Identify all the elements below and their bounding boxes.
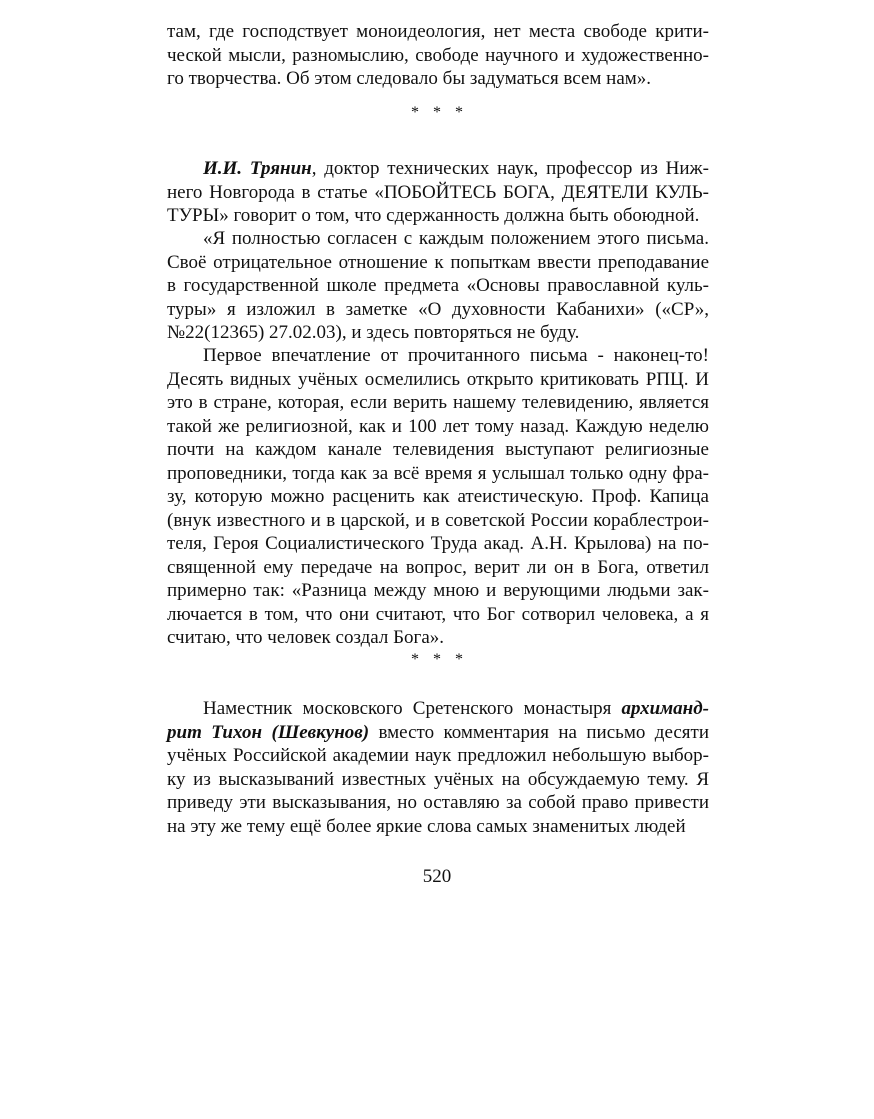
section-separator	[0, 650, 874, 670]
tikhon-line-rest: вместо комментария на письмо десяти	[369, 721, 709, 743]
tikhon-title-part1: архиманд-	[621, 698, 709, 719]
text-line: там, где господствует моноидеология, нет места свободе крити-	[167, 21, 709, 42]
tikhon-title-part2: рит Тихон (Шевкунов)	[167, 721, 370, 743]
text-line: ТУРЫ» говорит о том, что сдержанность должна быть обоюдной.	[167, 205, 700, 226]
text-line: Первое впечатление от прочитанного письма - наконец-то!	[203, 345, 709, 366]
text-line: на эту же тему ещё более яркие слова самых знаменитых людей	[167, 815, 686, 837]
text-line: теля, Героя Социалистического Труда акад. А.Н. Крылова) на по-	[167, 533, 709, 554]
paragraph-tryanin-intro	[167, 157, 709, 228]
text-line: зу, которую можно расценить как атеистическую. Проф. Капица	[167, 486, 709, 507]
paragraph-first-impression	[167, 344, 709, 650]
text-line: считаю, что человек создал Бога».	[167, 627, 445, 648]
paragraph-tikhon	[167, 697, 709, 838]
text-line: такой же религиозной, как и 100 лет тому назад. Каждую неделю	[167, 415, 709, 437]
text-line: приведу эти высказывания, но оставляю за собой право привести	[167, 792, 709, 813]
text-line: №22(12365) 27.02.03), и здесь повторяться не буду.	[167, 322, 580, 343]
author-line-rest: , доктор технических наук, профессор из Ниж-	[311, 158, 709, 179]
text-line: него Новгорода в статье «ПОБОЙТЕСЬ БОГА, ДЕЯТЕЛИ КУЛЬ-	[167, 181, 709, 203]
text-line: «Я полностью согласен с каждым положением этого письма.	[203, 228, 709, 249]
text-line: (внук известного и в царской, и в советской России кораблестрои-	[167, 509, 709, 531]
separator-asterisks: * * *	[411, 651, 463, 668]
separator-asterisks: * * *	[411, 104, 463, 121]
page-number: 520	[422, 866, 452, 887]
text-line: учёных Российской академии наук предложил небольшую выбор-	[167, 745, 709, 766]
text-line	[167, 721, 709, 745]
paragraph-continuation	[167, 20, 709, 91]
text-line: примерно так: «Разница между мною и верующими людьми зак-	[167, 580, 709, 601]
tikhon-line-start: Наместник московского Сретенского монастыря	[203, 698, 622, 719]
text-line: ку из высказываний известных учёных на обсуждаемую тему. Я	[167, 768, 709, 790]
text-line: туры» я изложил в заметке «О духовности Кабанихи» («СР»,	[167, 298, 709, 320]
text-line: в государственной школе предмета «Основы православной куль-	[167, 275, 709, 296]
text-line: это в стране, которая, если верить нашему телевидению, является	[167, 392, 709, 413]
text-line: священной ему передаче на вопрос, верит ли он в Бога, ответил	[167, 556, 709, 578]
text-line: проповедники, тогда как за всё время я услышал только одну фра-	[167, 462, 709, 484]
text-line: лючается в том, что они считают, что Бог сотворил человека, а я	[167, 603, 709, 625]
text-line: ческой мысли, разномыслию, свободе научного и художественно-	[167, 44, 709, 66]
text-line	[167, 697, 709, 721]
author-name: И.И. Трянин	[203, 158, 312, 179]
text-line: го творчества. Об этом следовало бы задуматься всем нам».	[167, 68, 652, 89]
text-line: почти на каждом канале телевидения выступают религиозные	[167, 439, 709, 460]
text-line: Своё отрицательное отношение к попыткам ввести преподавание	[167, 251, 709, 273]
section-separator	[0, 103, 874, 123]
text-line: Десять видных учёных осмелились открыто критиковать РПЦ. И	[167, 368, 709, 390]
text-line	[167, 157, 709, 181]
paragraph-quote	[167, 227, 709, 345]
